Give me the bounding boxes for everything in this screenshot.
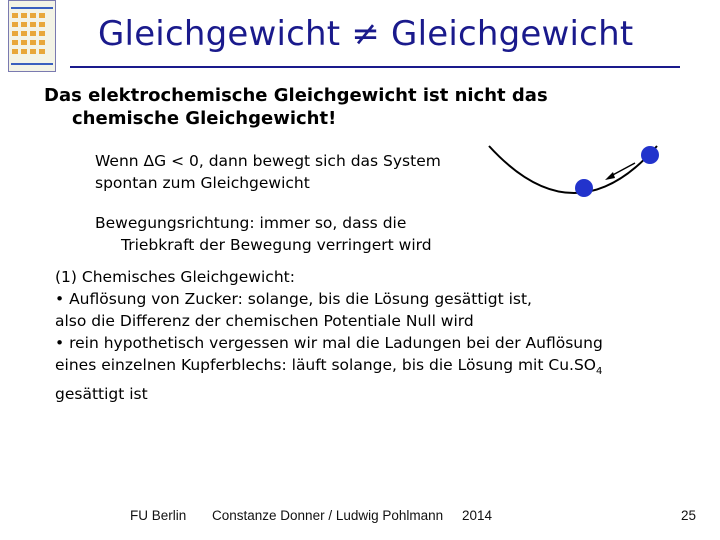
direction-line-1: Bewegungsrichtung: immer so, dass die xyxy=(95,214,407,232)
copper-bullet-end: gesättigt ist xyxy=(55,385,148,404)
direction-line-2: Triebkraft der Bewegung verringert wird xyxy=(121,236,432,254)
spontaneity-text xyxy=(95,150,441,194)
footer-institution: FU Berlin xyxy=(130,508,187,523)
sugar-bullet: • Auflösung von Zucker: solange, bis die Lösung gesättigt ist, xyxy=(55,290,532,308)
slide-title: Gleichgewicht ≠ Gleichgewicht xyxy=(98,14,634,54)
main-statement xyxy=(44,84,548,130)
copper-bullet-continued xyxy=(55,354,603,383)
sugar-bullet-continued: also die Differenz der chemischen Potentiale Null wird xyxy=(55,312,474,330)
potential-well-curve xyxy=(489,146,657,193)
chemical-equilibrium-heading: (1) Chemisches Gleichgewicht: xyxy=(55,268,295,286)
energy-well-diagram xyxy=(485,140,675,200)
footer-year: 2014 xyxy=(462,508,493,523)
page-number: 25 xyxy=(681,508,697,523)
footer-authors: Constanze Donner / Ludwig Pohlmann xyxy=(212,508,444,523)
motion-arrow-head xyxy=(605,172,615,180)
chemical-equilibrium-text xyxy=(55,266,603,405)
main-statement-line-2: chemische Gleichgewicht! xyxy=(72,108,337,129)
formula-subscript: 4 xyxy=(595,366,603,378)
title-divider xyxy=(70,66,680,68)
direction-text xyxy=(95,212,432,256)
main-statement-line-1: Das elektrochemische Gleichgewicht ist nicht das xyxy=(44,85,548,106)
copper-text: eines einzelnen Kupferblechs: läuft solange, bis die Lösung mit Cu.SO xyxy=(55,356,596,374)
spontaneity-line-1: Wenn ΔG < 0, dann bewegt sich das System xyxy=(95,152,441,170)
spontaneity-line-2: spontan zum Gleichgewicht xyxy=(95,174,310,192)
copper-bullet: • rein hypothetisch vergessen wir mal die Ladungen bei der Auflösung xyxy=(55,334,603,352)
university-logo xyxy=(8,0,56,72)
ball-equilibrium-position xyxy=(575,179,593,197)
ball-initial-position xyxy=(641,146,659,164)
